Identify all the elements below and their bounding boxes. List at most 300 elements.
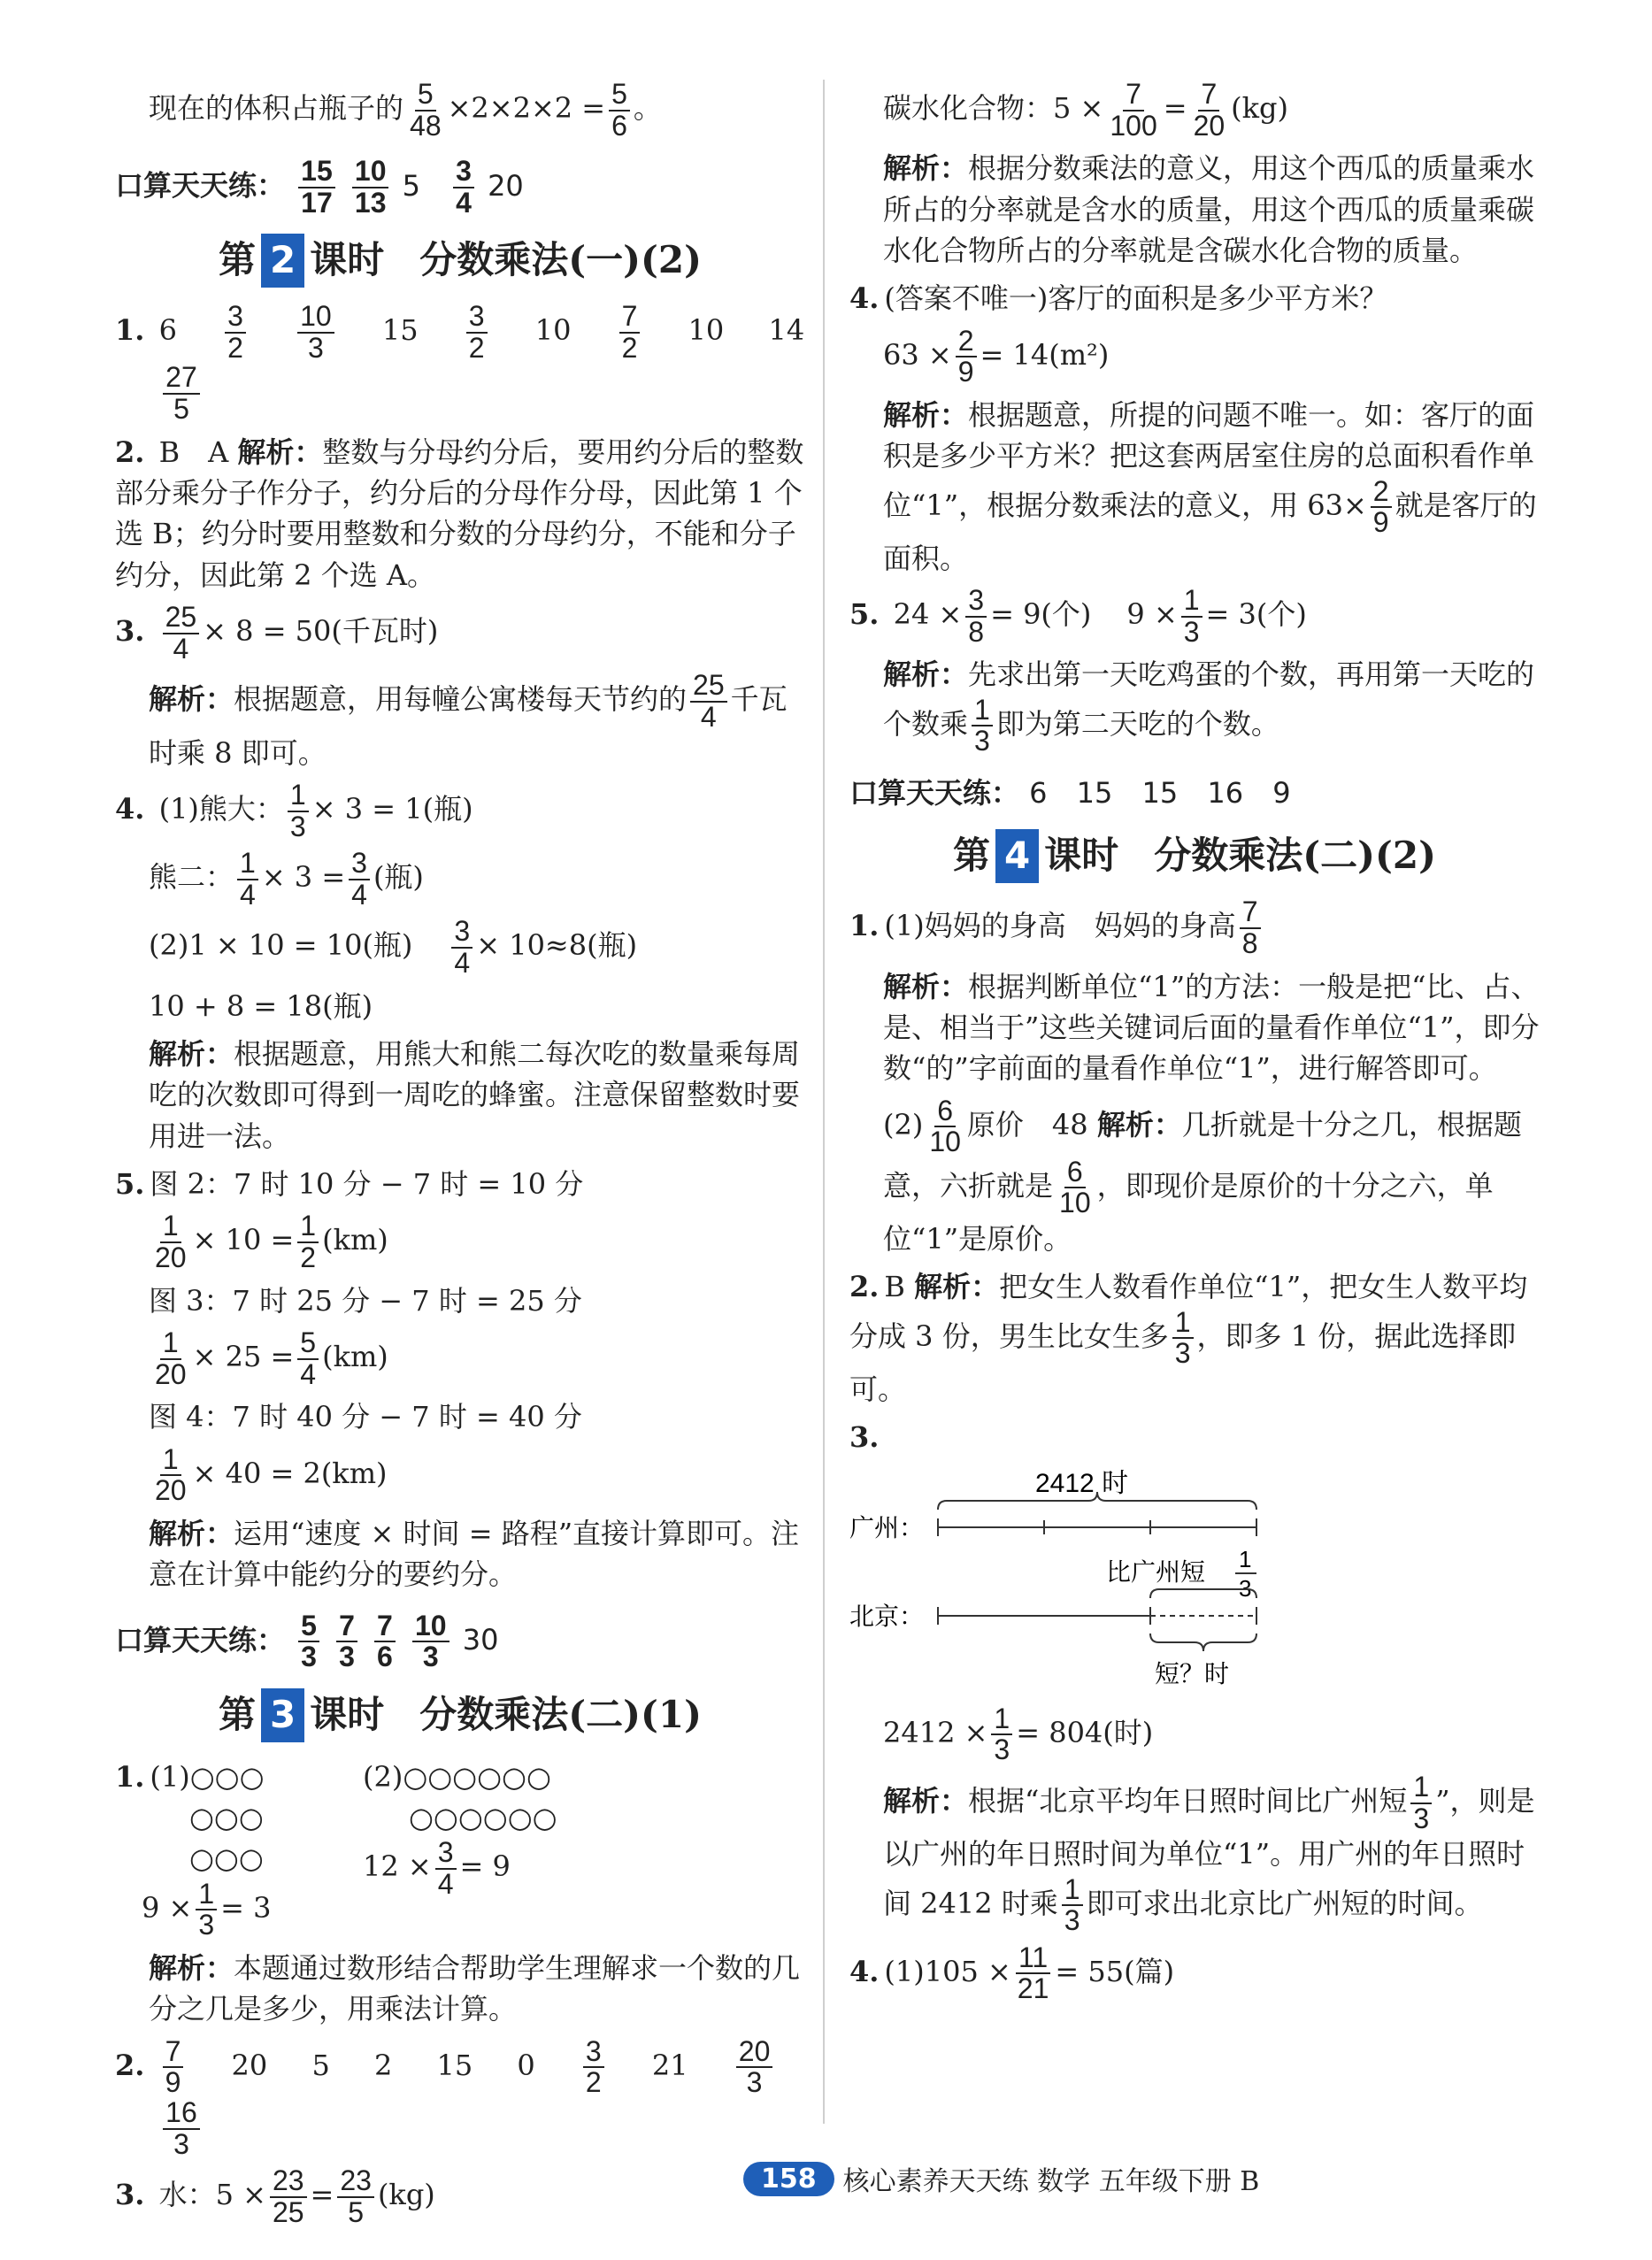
numerator: 7 [619, 302, 641, 334]
denominator: 3 [307, 331, 324, 364]
fraction [1191, 80, 1228, 141]
denominator: 3 [422, 1641, 439, 1673]
fraction [583, 2034, 604, 2099]
numerator: 25 [690, 671, 727, 703]
numerator: 3 [451, 917, 473, 949]
question-number: 2. [115, 434, 145, 469]
analysis-text: 根据题意，用每幢公寓楼每天节约的 [234, 682, 688, 717]
equation: × 10≈8(瓶) [476, 928, 638, 963]
lesson-3-title [115, 1688, 805, 1742]
denominator: 3 [1413, 1802, 1430, 1834]
fraction [196, 1879, 217, 1941]
equation: = [1163, 91, 1187, 126]
guangzhou-label: 广州： [849, 1512, 925, 1542]
numerator: 1 [991, 1704, 1012, 1736]
denominator: 3 [173, 2127, 189, 2160]
q5-line5 [115, 1396, 805, 1437]
numerator: 11 [1016, 1943, 1050, 1975]
s2-answer [849, 1266, 1540, 1410]
s1-analysis [849, 966, 1540, 1089]
fraction [349, 849, 370, 910]
fraction [152, 1211, 189, 1272]
circle-row: ○○○ [189, 1759, 265, 1794]
text: (1)妈妈的身高 妈妈的身高 [884, 909, 1236, 943]
lesson-subtitle: 分数乘法(一)(2) [419, 238, 702, 282]
numerator: 2 [956, 327, 977, 358]
text: (答案不唯一)客厅的面积是多少平方米？ [884, 281, 1388, 316]
analysis-text: 根据分数乘法的意义，用这个西瓜的质量乘水所占的分率就是含水的质量，用这个西瓜的质量乘碳水化合物所占的分率就是含碳水化合物的质量。 [883, 151, 1535, 267]
equation: = 55(篇) [1055, 1954, 1175, 1988]
analysis-text: 就是客厅的面积。 [883, 488, 1537, 575]
circle-row: ○○○○○○ [409, 1801, 557, 1835]
answer: 10 [534, 313, 572, 348]
denominator: 3 [746, 2066, 763, 2099]
s3-answer [849, 1417, 1540, 1457]
denominator: 4 [173, 632, 189, 665]
text: 熊二： [149, 860, 234, 895]
question-number: 5. [115, 1167, 145, 1202]
analysis-text: 即可求出北京比广州短的时间。 [1086, 1886, 1483, 1920]
r4-answer [849, 278, 1540, 319]
q4-line2 [115, 849, 805, 910]
text: (2) [363, 1759, 403, 1794]
question-number: 4. [849, 1954, 880, 1988]
denominator: 8 [968, 615, 985, 648]
text: (km) [322, 1340, 388, 1374]
column-divider [823, 80, 825, 2124]
equation: 10 + 8 = 18(瓶) [149, 988, 373, 1023]
analysis-text: ，即现价是原价的十分之六，单位“1”是原价。 [883, 1168, 1494, 1257]
numerator: 1 [1062, 1875, 1083, 1907]
equation: = 804(时) [1016, 1715, 1154, 1749]
q1-answers [115, 302, 805, 424]
numerator: 1 [160, 1328, 181, 1360]
analysis-text: 几折就是十分之几，根据题意，六折就是 [883, 1107, 1522, 1203]
analysis-label: 解析： [883, 151, 969, 186]
answer: 20 [488, 168, 524, 203]
question-number: 2. [115, 2048, 145, 2082]
equation: = 9 [459, 1849, 511, 1884]
left-column [115, 80, 805, 2234]
denominator: 4 [351, 878, 367, 911]
r5-analysis [849, 654, 1540, 757]
numerator: 20 [736, 2037, 773, 2069]
analysis-label: 解析： [1096, 1107, 1182, 1142]
denominator: 4 [454, 946, 471, 979]
analysis-text: 整数与分母约分后，要用约分后的整数部分乘分子作分子，约分后的分母作分母，因此第 1 个选 B；约分时要用整数和分数的分母约分，不能和分子约分，因此第 2 个选 A。 [115, 434, 804, 592]
fraction [336, 1611, 357, 1672]
fraction [374, 1611, 396, 1672]
question-number: 3. [849, 1420, 880, 1455]
denominator: 4 [437, 1868, 454, 1901]
q4-line4 [115, 986, 805, 1026]
answer: B [884, 1270, 905, 1304]
analysis-label: 解析： [883, 1784, 969, 1818]
fraction [1172, 1305, 1194, 1370]
numerator: 5 [297, 1328, 319, 1360]
fraction [163, 2098, 200, 2159]
text: 。 [633, 91, 662, 126]
numerator: 25 [163, 603, 200, 634]
answer: 10 [688, 313, 725, 348]
denominator: 20 [1193, 109, 1226, 142]
q4-answer [115, 780, 805, 842]
answer: 6 [1029, 776, 1048, 811]
answer: 5 [402, 168, 420, 203]
fraction [1062, 1872, 1083, 1937]
denominator: 4 [700, 700, 717, 733]
question-number: 2. [849, 1270, 880, 1304]
lesson-number-badge: 4 [995, 829, 1039, 883]
numerator: 1 [160, 1445, 181, 1477]
s3-analysis [849, 1772, 1540, 1936]
numerator: 6 [934, 1096, 956, 1128]
fraction [412, 1611, 449, 1672]
denominator: 25 [272, 2195, 304, 2228]
fraction [956, 324, 977, 388]
numerator: 7 [336, 1611, 357, 1643]
equation: × 8 = 50(千瓦时) [203, 614, 439, 649]
question-number: 4. [849, 281, 880, 316]
numerator: 7 [1123, 80, 1144, 111]
text: 图 2：7 时 10 分 − 7 时 = 10 分 [150, 1167, 584, 1202]
fraction [965, 586, 987, 647]
denominator: 6 [611, 109, 627, 142]
fraction [435, 1838, 457, 1899]
answer: B A [158, 434, 229, 469]
r1-analysis [849, 148, 1540, 271]
fraction [225, 302, 246, 363]
equation: × 40 = 2(km) [192, 1456, 388, 1490]
question-number: 3. [115, 2178, 145, 2212]
numerator: 1 [288, 780, 309, 812]
circle-row: ○○○ [189, 1841, 264, 1876]
equation: × 3 = 1(瓶) [311, 792, 473, 826]
l3-q1-analysis [115, 1948, 805, 2030]
page-number: 158 [743, 2162, 834, 2196]
denominator: 3 [198, 1909, 215, 1941]
denominator: 48 [410, 109, 442, 142]
question-number: 4. [115, 792, 145, 826]
denominator: 2 [585, 2066, 602, 2099]
numerator: 1 [1181, 586, 1203, 618]
analysis-text: 根据题意，所提的问题不唯一。如：客厅的面积是多少平方米？把这套两居室住房的总面积看作单位“1”，根据分数乘法的意义，用 63 [883, 397, 1535, 522]
numerator: 1 [196, 1879, 217, 1911]
numerator: 3 [965, 586, 987, 618]
answer: 15 [1076, 776, 1113, 811]
fraction [466, 302, 488, 363]
diagram-top-label: 2412 时 [1035, 1468, 1129, 1498]
r1-line [849, 80, 1540, 141]
analysis-label: 解析： [149, 682, 234, 717]
lesson-prefix: 第 [219, 238, 257, 282]
lesson-2-title [115, 234, 805, 288]
text: (km) [322, 1223, 388, 1257]
fraction [1181, 586, 1203, 647]
shorter-fraction-den: 3 [1239, 1574, 1252, 1602]
denominator: 4 [300, 1357, 317, 1390]
denominator: 17 [301, 186, 333, 219]
numerator: 7 [1240, 897, 1261, 929]
numerator: 1 [1410, 1772, 1432, 1804]
r4-analysis [849, 395, 1540, 579]
l3-q2 [115, 2034, 805, 2160]
q5-line3 [115, 1280, 805, 1321]
right-column [849, 80, 1540, 2011]
equation: = 9(个) [990, 597, 1092, 632]
analysis-text: 即为第二天吃的个数。 [995, 706, 1279, 741]
equation: 9 × [1126, 597, 1178, 632]
analysis-label: 解析： [149, 1951, 234, 1986]
kousuan-2 [115, 1611, 805, 1672]
fraction [297, 1211, 319, 1272]
q3-analysis [115, 671, 805, 773]
numerator: 7 [1198, 80, 1219, 111]
equation: (2)1 × 10 = 10(瓶) [149, 928, 413, 963]
fraction [736, 2034, 773, 2099]
question-number: 3. [115, 614, 145, 649]
denominator: 20 [155, 1241, 187, 1274]
segment-diagram-svg [849, 1465, 1522, 1695]
analysis-text: 根据判断单位“1”的方法：一般是把“比、占、是、相当于”这些关键词后面的量看作单位“1”，即分数“的”字前面的量看作单位“1”，进行解答即可。 [883, 969, 1540, 1086]
kousuan-label: 口算天天练： [115, 1623, 286, 1657]
lesson-unit: 课时 [310, 238, 385, 282]
answer: 15 [1141, 776, 1179, 811]
circle-row: ○○○ [189, 1801, 264, 1835]
kousuan-1 [115, 157, 805, 218]
answer: 6 [158, 313, 177, 348]
denominator: 3 [289, 810, 306, 842]
denominator: 2 [227, 331, 243, 364]
denominator: 20 [155, 1474, 187, 1507]
fraction [1107, 80, 1159, 141]
denominator: 9 [1372, 506, 1389, 539]
denominator: 5 [348, 2195, 365, 2228]
fraction [163, 2034, 184, 2099]
analysis-text: 运用“速度 × 时间 = 路程”直接计算即可。注意在计算中能约分的要约分。 [149, 1516, 800, 1592]
question-label: 短？时 [1155, 1658, 1230, 1688]
s3-eq [849, 1704, 1540, 1765]
lesson-subtitle: 分数乘法(二)(1) [419, 1692, 702, 1736]
q5-analysis [115, 1513, 805, 1595]
fraction [619, 302, 641, 363]
numerator: 27 [163, 363, 200, 395]
text: 水：5 × [158, 2178, 266, 2212]
denominator: 2 [468, 331, 485, 364]
s1-answer [849, 897, 1540, 958]
denominator: 3 [339, 1641, 355, 1673]
numerator: 10 [412, 1611, 449, 1643]
numerator: 3 [435, 1838, 457, 1870]
numerator: 16 [163, 2098, 200, 2130]
denominator: 20 [155, 1357, 187, 1390]
fraction [297, 302, 334, 363]
analysis-label: 解析： [914, 1270, 1000, 1304]
numerator: 6 [1064, 1157, 1086, 1189]
text: 图 4：7 时 40 分 − 7 时 = 40 分 [149, 1400, 582, 1434]
text: ×2×2×2 = [447, 91, 606, 126]
numerator: 23 [270, 2166, 307, 2198]
denominator: 2 [300, 1241, 317, 1274]
text: (1)熊大： [158, 792, 284, 826]
fraction [407, 80, 444, 141]
fraction [237, 849, 258, 910]
s4-answer [849, 1943, 1540, 2004]
numerator: 23 [337, 2166, 374, 2198]
question-number: 1. [115, 313, 145, 348]
denominator: 9 [165, 2066, 181, 2099]
denominator: 100 [1110, 109, 1157, 142]
answer: 15 [381, 313, 419, 348]
text: × [1342, 488, 1367, 522]
kousuan-label: 口算天天练： [115, 168, 286, 203]
answer: 5 [311, 2048, 330, 2082]
numerator: 5 [298, 1611, 319, 1643]
numerator: 7 [163, 2037, 184, 2069]
numerator: 3 [453, 157, 474, 188]
fraction [972, 693, 993, 757]
s1-part2 [849, 1096, 1540, 1260]
denominator: 3 [1174, 1337, 1191, 1370]
analysis-label: 解析： [149, 1036, 234, 1071]
numerator: 1 [297, 1211, 319, 1243]
analysis-text: 千瓦时乘 8 即可。 [149, 682, 788, 770]
numerator: 1 [160, 1211, 181, 1243]
analysis-label: 解析： [883, 657, 969, 692]
equation: = 3 [220, 1890, 272, 1925]
text: 现在的体积占瓶子的 [149, 91, 404, 126]
fraction [297, 1328, 319, 1389]
denominator: 21 [1017, 1972, 1049, 2005]
lesson-number-badge: 3 [261, 1688, 304, 1742]
numerator: 10 [352, 157, 389, 188]
q4-line3 [115, 917, 805, 978]
lesson-unit: 课时 [310, 1692, 385, 1736]
l3-q1 [115, 1756, 805, 1941]
q5-line2 [115, 1211, 805, 1272]
fraction [288, 780, 309, 842]
answer: 2 [373, 2048, 393, 2082]
denominator: 10 [1059, 1187, 1091, 1219]
answer: 0 [517, 2048, 535, 2082]
r5-answer [849, 586, 1540, 647]
numerator: 3 [583, 2037, 604, 2069]
analysis-label: 解析： [237, 434, 323, 469]
fraction [1371, 474, 1392, 539]
numerator: 5 [415, 80, 436, 111]
fraction [298, 1611, 319, 1672]
answer: 16 [1207, 776, 1244, 811]
fraction [1410, 1772, 1432, 1833]
fraction [690, 671, 727, 732]
text: (瓶) [373, 860, 424, 895]
text: (1) [150, 1759, 190, 1794]
shorter-fraction-num: 1 [1239, 1545, 1252, 1572]
kousuan-label: 口算天天练： [849, 776, 1020, 811]
fraction [152, 1328, 189, 1389]
analysis-text: 本题通过数形结合帮助学生理解求一个数的几分之几是多少，用乘法计算。 [149, 1951, 801, 2026]
answer: 9 [1272, 776, 1291, 811]
denominator: 4 [240, 878, 256, 911]
lesson-4-title [849, 829, 1540, 883]
fraction [453, 157, 474, 218]
question-number: 1. [115, 1759, 145, 1794]
bottom-brace [1150, 1634, 1256, 1651]
q4-analysis [115, 1034, 805, 1157]
numerator: 3 [466, 302, 488, 334]
fraction [1240, 897, 1261, 958]
equation: 12 × [363, 1849, 432, 1884]
numerator: 5 [609, 80, 630, 111]
text: 原价 48 [966, 1107, 1088, 1142]
answer: 14 [768, 313, 805, 348]
numerator: 1 [972, 696, 993, 727]
text: (kg) [377, 2178, 435, 2212]
l3-q1-part2 [363, 1756, 557, 1941]
denominator: 6 [377, 1641, 393, 1673]
numerator: 15 [298, 157, 335, 188]
numerator: 7 [374, 1611, 396, 1643]
analysis-text: 根据“北京平均年日照时间比广州短 [968, 1784, 1408, 1818]
q5-line6 [115, 1442, 805, 1507]
fraction [1057, 1157, 1094, 1218]
fraction [451, 917, 473, 978]
numerator: 1 [237, 849, 258, 880]
answer: 15 [436, 2048, 473, 2082]
fraction [163, 603, 200, 664]
equation: × 25 = [192, 1340, 295, 1374]
answer: 21 [651, 2048, 688, 2082]
lesson-subtitle: 分数乘法(二)(2) [1154, 834, 1436, 878]
analysis-text: ”，则是以广州的年日照时间为单位“1”。用广州的年日照时间 2412 时乘 [883, 1784, 1535, 1920]
beijing-label: 北京： [849, 1601, 925, 1631]
equation: = 3(个) [1205, 597, 1307, 632]
text: (kg) [1231, 91, 1288, 126]
fraction [152, 1442, 189, 1507]
denominator: 5 [173, 393, 189, 426]
lesson-prefix: 第 [953, 834, 991, 878]
numerator: 1 [1172, 1308, 1194, 1340]
shorter-label: 比广州短 [1106, 1557, 1206, 1587]
circle-row: ○○○○○○ [403, 1759, 551, 1794]
equation: 2412 × [883, 1715, 988, 1749]
line-segment-diagram [849, 1465, 1522, 1695]
denominator: 2 [621, 331, 638, 364]
denominator: 3 [974, 725, 990, 757]
analysis-text: 把女生人数看作单位“1”，把女生人数平均分成 3 份，男生比女生多 [849, 1270, 1528, 1353]
equation: = [310, 2178, 334, 2212]
l3-q3 [115, 2166, 805, 2227]
numerator: 3 [225, 302, 246, 334]
fraction [298, 157, 335, 218]
lesson-number-badge: 2 [261, 234, 304, 288]
text: 碳水化合物：5 × [883, 91, 1104, 126]
analysis-label: 解析： [149, 1516, 234, 1550]
fraction [1015, 1943, 1052, 2004]
text: 图 3：7 时 25 分 − 7 时 = 25 分 [149, 1283, 582, 1318]
lesson-unit: 课时 [1044, 834, 1119, 878]
analysis-label: 解析： [883, 969, 969, 1003]
top-line [115, 80, 805, 141]
equation: 63 × [883, 337, 952, 372]
denominator: 4 [456, 186, 472, 219]
analysis-text: ，即多 1 份，据此选择即可。 [849, 1318, 1517, 1407]
equation: = 14(m²) [980, 337, 1110, 372]
equation: 9 × [142, 1890, 193, 1925]
q5-answer [115, 1164, 805, 1204]
denominator: 9 [957, 356, 974, 388]
analysis-text: 根据题意，用熊大和熊二每次吃的数量乘每周吃的次数即可得到一周吃的蜂蜜。注意保留整数时要用进一法。 [149, 1036, 801, 1153]
